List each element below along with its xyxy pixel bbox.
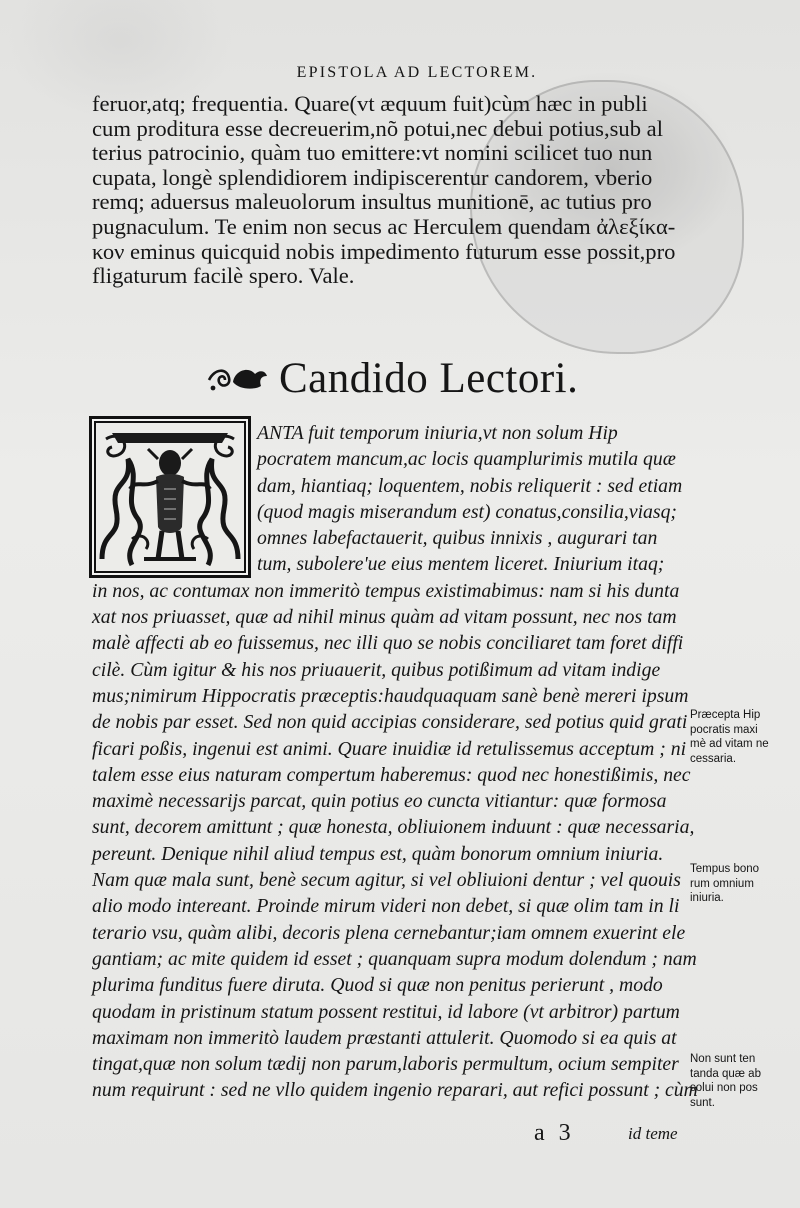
preface-line: feruor,atq; frequentia. Quare(vt æquum fuit)cùm hæc in publi xyxy=(92,91,648,116)
side-note-line: mè ad vitam ne xyxy=(690,738,769,750)
side-note-line: sunt. xyxy=(690,1096,715,1109)
side-note xyxy=(690,1052,761,1110)
body-line: gantiam; ac mite quidem id esset ; quanquam supra modum dolendum ; nam xyxy=(92,947,697,970)
body-line: tum, subolere'ue eius mentem liceret. Iniurium itaq; xyxy=(257,553,665,576)
side-note-line: Tempus bono xyxy=(690,863,760,875)
section-heading xyxy=(205,350,625,406)
body-line: in nos, ac contumax non immeritò tempus existimabimus: nam si his dunta xyxy=(92,579,680,602)
body-line: num requirunt : sed ne vllo quidem ingenio reparari, aut refici possunt ; cùm xyxy=(92,1079,698,1102)
body-line: pereunt. Denique nihil aliud tempus est, quàm bonorum omnium iniuria. xyxy=(92,842,664,865)
side-note-line: iniuria. xyxy=(690,892,724,904)
body-line: Nam quæ mala sunt, benè secum agitur, si vel obliuioni dentur ; vel quouis xyxy=(92,869,681,892)
preface-line: pugnaculum. Te enim non secus ac Herculem quendam ἀλεξίκα- xyxy=(92,213,676,239)
side-note-line: Non sunt ten xyxy=(690,1053,756,1065)
side-note-line: Præcepta Hip xyxy=(690,709,761,721)
catchword: id teme xyxy=(628,1124,678,1143)
body-line: ANTA fuit temporum iniuria,vt non solum Hip xyxy=(257,422,618,444)
body-text xyxy=(92,420,698,1104)
side-note xyxy=(690,708,769,766)
side-note-line: cessaria. xyxy=(690,752,737,765)
body-line: pocratem mancum,ac locis quamplurimis mutila quæ xyxy=(257,448,676,471)
side-note-line: rum omnium xyxy=(690,877,754,890)
fleuron-ornament-icon xyxy=(205,358,271,398)
preface-line: fligaturum facilè spero. Vale. xyxy=(92,263,355,289)
preface-line: remq; aduersus maleuolorum insultus munitionē, ac tutius pro xyxy=(92,189,652,215)
body-line: xat nos priuasset, quæ ad nihil minus quàm ad vitam possunt, nec nos tam xyxy=(92,606,677,629)
body-line: talem esse eius naturam compertum haberemus: quod nec honestißimis, nec xyxy=(92,763,691,786)
preface-text xyxy=(92,92,692,289)
preface-line: cupata, longè splendidiorem indipiscerentur candorem, vberio xyxy=(92,164,653,190)
side-note-line: solui non pos xyxy=(690,1082,758,1094)
body-line: quodam in pristinum statum possent restitui, id labore (vt arbitror) partum xyxy=(92,1000,680,1023)
body-line: maximè necessarijs parcat, quin potius eo cuncta vitiantur: quæ formosa xyxy=(92,790,667,813)
side-note xyxy=(690,862,759,906)
signature-mark: a 3 xyxy=(534,1120,575,1146)
body-line: plurima funditus fuere diruta. Quod si quæ non penitus perierunt , modo xyxy=(92,974,663,997)
preface-line: κον eminus quicquid nobis impedimento futurum esse possit,pro xyxy=(92,238,676,264)
body-line: maximam non immeritò laudem præstanti attulerit. Quomodo si ea quis at xyxy=(92,1026,677,1049)
running-head: EPISTOLA AD LECTOREM. xyxy=(296,64,538,81)
body-line: tingat,quæ non solum tædij non parum,laboris permultum, ocium sempiter xyxy=(92,1053,679,1076)
body-line: malè affecti ab eo fuissemus, nec illi quo se nobis conciliaret tam foret diffi xyxy=(92,632,684,655)
body-line: terario vsu, quàm alibi, decoris plena cernebantur;iam omnem exuerint ele xyxy=(92,921,686,944)
body-line: omnes labefactauerit, quibus innixis , augurari tan xyxy=(257,527,658,550)
preface-line: cum proditura esse decreuerim,nõ potui,nec debui potius,sub al xyxy=(92,115,663,141)
preface-line: terius patrocinio, quàm tuo emittere:vt nomini scilicet tuo nun xyxy=(92,140,653,166)
body-line: alio modo intereant. Proinde mirum videri non debet, si quæ olim tam in li xyxy=(92,895,680,918)
body-line: de nobis par esset. Sed non quid accipias considerare, sed potius quid grati xyxy=(92,711,688,734)
body-line: mus;nimirum Hippocratis præceptis:haudquaquam sanè benè mereri ipsum xyxy=(92,684,689,707)
body-line: cilè. Cùm igitur & his nos priuauerit, quibus potißimum ad vitam indige xyxy=(92,658,661,681)
body-line: sunt, decorem amittunt ; quæ honesta, obliuionem induunt : quæ necessaria, xyxy=(92,816,695,839)
body-line: ficari poßis, ingenui est animi. Quare inuidiæ id retulissemus acceptum ; ni xyxy=(92,737,687,760)
side-note-line: pocratis maxi xyxy=(690,723,758,736)
body-line: dam, hiantiaq; loquentem, nobis reliquerit : sed etiam xyxy=(257,474,683,497)
heading-title: Candido Lectori. xyxy=(279,354,579,402)
side-note-line: tanda quæ ab xyxy=(690,1067,761,1080)
body-line: (quod magis miserandum est) conatus,consilia,viasq; xyxy=(257,500,677,523)
